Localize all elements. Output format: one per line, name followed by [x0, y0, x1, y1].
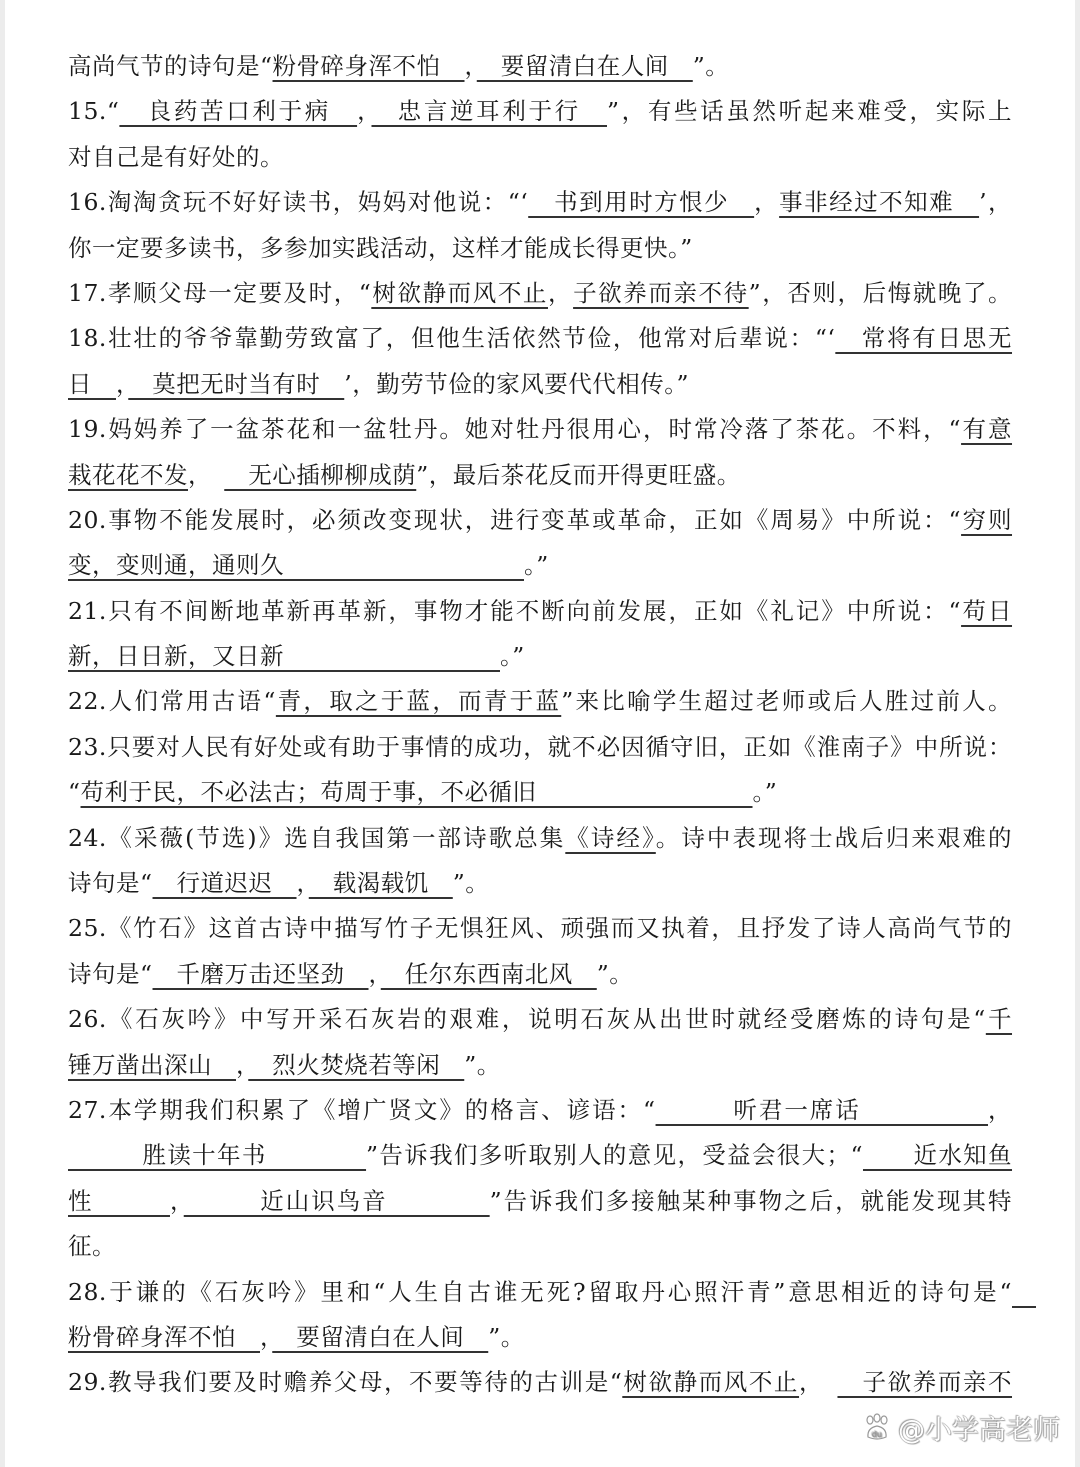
- answer-blank: 听君一席话: [655, 1095, 989, 1124]
- question-text: ，: [464, 52, 477, 80]
- question-text: ，: [169, 1186, 184, 1215]
- answer-blank: 变，变则通，通则久: [68, 551, 524, 580]
- question-text: 26.《石灰吟》中写开采石灰岩的艰难，说明石灰从出世时就经受磨炼的诗句是“: [68, 1005, 986, 1034]
- answer-blank: 近水知鱼: [862, 1141, 1013, 1170]
- answer-blank: 日: [68, 369, 116, 398]
- answer-blank: 要留清白在人间: [476, 52, 693, 80]
- question-text: ，: [988, 1095, 1013, 1124]
- answer-blank: 载渴载饥: [308, 869, 453, 898]
- text-line: [68, 180, 1012, 225]
- watermark-text: @小学高老师: [898, 1415, 1060, 1446]
- text-line: [68, 44, 1012, 89]
- question-text: ，: [236, 1050, 249, 1079]
- text-line: [68, 589, 1012, 634]
- text-line: [68, 952, 1012, 997]
- text-line: [68, 1270, 1012, 1315]
- question-text: ，: [260, 1322, 273, 1351]
- question-text: ”。: [488, 1322, 525, 1351]
- question-text: ”告诉我们多接触某种事物之后，就能发现其特: [489, 1186, 1013, 1215]
- text-line: [68, 861, 1012, 906]
- question-text: 。”: [752, 778, 778, 807]
- answer-blank: 苟利于民，不必法古；苟周于事，不必循旧: [80, 778, 753, 807]
- text-line: [68, 1179, 1012, 1224]
- question-text: ”，最后茶花反而开得更旺盛。: [416, 460, 741, 489]
- answer-blank: 胜读十年书: [68, 1141, 367, 1170]
- question-text: 21.只有不间断地革新再革新，事物才能不断向前发展，正如《礼记》中所说：“: [68, 596, 962, 625]
- question-text: 对自己是有好处的。: [68, 142, 284, 171]
- page-left-edge: [0, 0, 5, 1467]
- question-text: 征。: [68, 1232, 116, 1261]
- watermark: [862, 1408, 1060, 1447]
- text-line: [68, 1088, 1012, 1133]
- question-text: 18.壮壮的爷爷靠勤劳致富了，但他生活依然节俭，他常对后辈说：“‘: [68, 324, 836, 353]
- question-text: ，: [368, 959, 381, 988]
- text-line: [68, 89, 1012, 134]
- question-text: ”。: [596, 959, 634, 988]
- answer-blank: 栽花花不发: [68, 460, 188, 489]
- question-text: ”。: [464, 1050, 501, 1079]
- question-text: “: [68, 778, 81, 807]
- answer-blank: 莫把无时当有时: [128, 369, 345, 398]
- question-text: ，: [799, 1368, 838, 1397]
- answer-blank: 要留清白在人间: [272, 1322, 489, 1351]
- text-line: [68, 770, 1012, 815]
- question-text: 诗句是“: [68, 869, 153, 898]
- question-text: 17.孝顺父母一定要及时，“: [68, 278, 372, 307]
- answer-blank: 子欲养而亲不待: [573, 278, 749, 307]
- question-text: 诗句是“: [68, 959, 153, 988]
- answer-blank: 行道迟迟: [152, 869, 297, 898]
- answer-blank: 性: [68, 1186, 170, 1215]
- question-text: 27.本学期我们积累了《增广贤文》的格言、谚语：“: [68, 1095, 656, 1124]
- text-line: [68, 407, 1012, 452]
- text-line: [68, 226, 1012, 271]
- question-text: 15.“: [68, 97, 120, 126]
- question-text: 19.妈妈养了一盆茶花和一盆牡丹。她对牡丹很用心，时常冷落了茶花。不料，“: [68, 415, 962, 444]
- answer-blank: 无心插柳柳成荫: [224, 460, 417, 489]
- text-line: [68, 679, 1012, 724]
- text-line: [68, 543, 1012, 588]
- question-text: ’，: [979, 188, 1013, 217]
- question-text: ’，勤劳节俭的家风要代代相传。”: [344, 369, 689, 398]
- answer-blank: 粉骨碎身浑不怕: [272, 52, 465, 80]
- question-text: ”来比喻学生超过老师或后人胜过前人。: [561, 687, 1013, 716]
- question-text: ，: [116, 369, 129, 398]
- answer-blank: 苟日: [961, 596, 1013, 625]
- svg-text:du: du: [871, 1429, 883, 1439]
- question-text: 。诗中表现将士战后归来艰难的: [655, 823, 1013, 852]
- text-line: [68, 1043, 1012, 1088]
- answer-blank: 事非经过不知难: [779, 188, 980, 217]
- question-text: 20.事物不能发展时，必须改变现状，进行变革或革命，正如《周易》中所说：“: [68, 505, 962, 534]
- question-text: ，: [754, 188, 780, 217]
- question-text: ”，有些话虽然听起来难受，实际上: [607, 97, 1013, 126]
- question-text: 你一定要多读书，多参加实践活动，这样才能成长得更快。”: [68, 233, 693, 262]
- text-line: [68, 816, 1012, 861]
- answer-blank: 树欲静而风不止: [371, 278, 548, 307]
- text-line: [68, 725, 1012, 770]
- text-line: [68, 1133, 1012, 1178]
- question-text: 23.只要对人民有好处或有助于事情的成功，就不必因循守旧，正如《淮南子》中所说：: [68, 732, 1012, 761]
- text-line: [68, 362, 1012, 407]
- text-line: [68, 906, 1012, 951]
- answer-blank: 青，取之于蓝，而青于蓝: [275, 687, 562, 716]
- question-text: ，: [188, 460, 225, 489]
- question-text: 。”: [524, 551, 549, 580]
- answer-blank: 粉骨碎身浑不怕: [68, 1322, 260, 1351]
- answer-blank: 常将有日思无: [835, 324, 1013, 353]
- answer-blank: 烈火焚烧若等闲: [248, 1050, 465, 1079]
- answer-blank: 子欲养而亲不: [837, 1368, 1013, 1397]
- page-right-edge: [1075, 0, 1080, 1467]
- answer-blank: 有意: [961, 415, 1013, 444]
- question-text: 16.淘淘贪玩不好好读书，妈妈对他说：“‘: [68, 188, 529, 217]
- text-line: [68, 997, 1012, 1042]
- answer-blank: 《诗经》: [565, 823, 656, 852]
- text-line: [68, 271, 1012, 316]
- question-text: ，: [296, 869, 309, 898]
- text-line: [68, 1315, 1012, 1360]
- text-line: [68, 634, 1012, 679]
- baidu-paw-icon: [862, 1413, 892, 1443]
- question-text: 22.人们常用古语“: [68, 687, 276, 716]
- text-line: [68, 316, 1012, 361]
- text-line: [68, 1224, 1012, 1269]
- question-text: ”。: [692, 52, 730, 80]
- question-text: ”。: [452, 869, 490, 898]
- question-text: ，: [547, 278, 574, 307]
- question-text: 29.教导我们要及时赡养父母，不要等待的古训是“: [68, 1368, 623, 1397]
- text-line: [68, 135, 1012, 180]
- text-line: [68, 1360, 1012, 1405]
- answer-blank: 新，日日新，又日新: [68, 642, 500, 671]
- answer-blank: 良药苦口利于病: [119, 97, 358, 126]
- question-text: 。”: [500, 642, 525, 671]
- question-text: ”告诉我们多听取别人的意见，受益会很大；“: [366, 1141, 863, 1170]
- question-text: 28.于谦的《石灰吟》里和“人生自古谁无死?留取丹心照汗青”意思相近的诗句是“: [68, 1277, 1012, 1306]
- answer-blank: 锤万凿出深山: [68, 1050, 236, 1079]
- text-line: [68, 498, 1012, 543]
- answer-blank: 千: [985, 1005, 1013, 1034]
- answer-blank: 任尔东西南北风: [380, 959, 597, 988]
- answer-blank: 千磨万击还坚劲: [152, 959, 369, 988]
- question-text: 25.《竹石》这首古诗中描写竹子无惧狂风、顽强而又执着，且抒发了诗人高尚气节的: [68, 914, 1012, 943]
- document-page: [68, 44, 1012, 1406]
- answer-blank: 近山识鸟音: [183, 1186, 490, 1215]
- question-text: ”，否则，后悔就晚了。: [748, 278, 1013, 307]
- text-line: [68, 453, 1012, 498]
- answer-blank: 树欲静而风不止: [622, 1368, 800, 1397]
- answer-blank: [1012, 1278, 1036, 1306]
- question-text: 24.《采薇(节选)》选自我国第一部诗歌总集: [68, 823, 566, 852]
- answer-blank: 书到用时方恨少: [528, 188, 755, 217]
- question-text: 高尚气节的诗句是“: [68, 52, 273, 80]
- answer-blank: 穷则: [961, 505, 1013, 534]
- question-text: ，: [357, 97, 372, 126]
- answer-blank: 忠言逆耳利于行: [371, 97, 607, 126]
